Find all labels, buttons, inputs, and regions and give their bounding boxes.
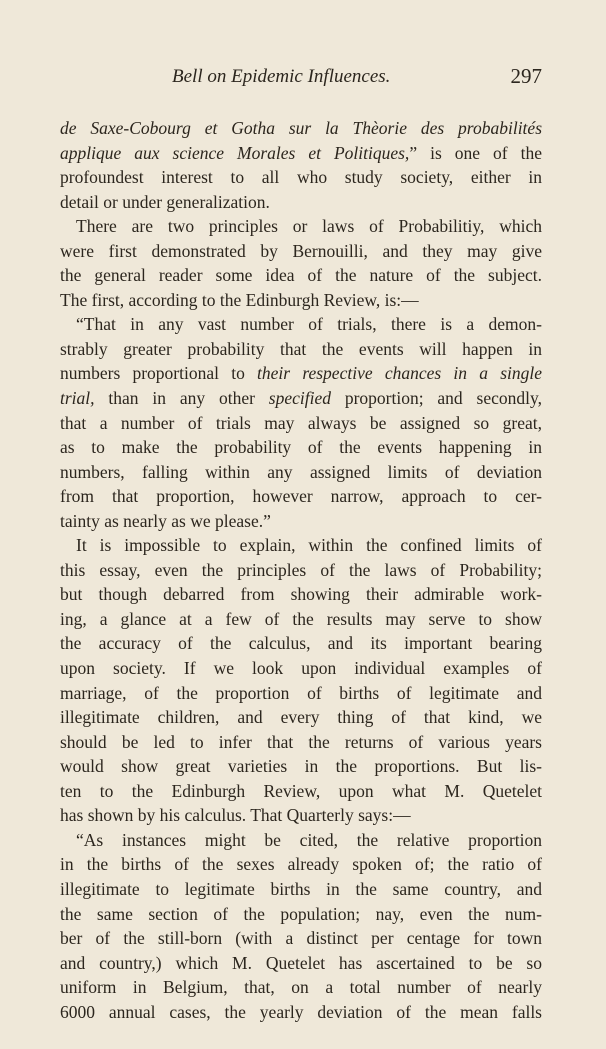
text-line — [60, 926, 542, 951]
text-line — [60, 607, 542, 632]
text-run: ” is one of the — [409, 142, 542, 163]
text-line — [60, 951, 542, 976]
text-run: ten to the Edinburgh Review, upon what M. Quetelet — [60, 780, 542, 801]
text-run: illegitimate children, and every thing of that kind, we — [60, 707, 542, 728]
text-line — [60, 803, 542, 828]
text-run: strably greater probability that the events will happen in — [60, 338, 542, 359]
text-line — [60, 411, 542, 436]
text-run: has shown by his calculus. That Quarterly says:— — [60, 805, 411, 826]
text-run: profoundest interest to all who study society, either in — [60, 167, 542, 188]
text-run: numbers proportional to — [60, 363, 258, 384]
text-line — [60, 509, 542, 534]
text-line — [60, 779, 542, 804]
text-line — [60, 190, 542, 215]
text-line — [60, 975, 542, 1000]
text-run: should be led to infer that the returns of various years — [60, 731, 542, 752]
text-run: upon society. If we look upon individual examples of — [60, 658, 542, 679]
text-run: ber of the still-born (with a distinct per centage for town — [60, 928, 542, 949]
text-line — [60, 214, 542, 239]
text-line — [60, 288, 542, 313]
text-line — [60, 681, 542, 706]
text-line — [60, 730, 542, 755]
text-line — [60, 852, 542, 877]
text-run: There are two principles or laws of Probabilitiy, which — [76, 216, 542, 237]
text-run: illegitimate to legitimate births in the same country, and — [60, 878, 542, 899]
text-line — [60, 263, 542, 288]
text-run: this essay, even the principles of the laws of Probability; — [60, 559, 542, 580]
text-line — [60, 558, 542, 583]
text-line — [60, 877, 542, 902]
text-line — [60, 116, 542, 141]
text-run: from that proportion, however narrow, approach to cer- — [60, 486, 542, 507]
text-line — [60, 533, 542, 558]
italic-text: their respective chances in a single — [257, 363, 542, 384]
text-run: “As instances might be cited, the relative proportion — [76, 829, 542, 850]
text-line — [60, 656, 542, 681]
text-run: in the births of the sexes already spoken of; the ratio of — [60, 854, 542, 875]
text-run: uniform in Belgium, that, on a total number of nearly — [60, 977, 542, 998]
text-line — [60, 386, 542, 411]
text-line — [60, 239, 542, 264]
text-line — [60, 435, 542, 460]
text-run: and country,) which M. Quetelet has ascertained to be so — [60, 952, 542, 973]
text-line — [60, 460, 542, 485]
text-line — [60, 484, 542, 509]
body-text — [60, 116, 542, 1024]
text-run: proportion; and secondly, — [330, 388, 542, 409]
text-run: the same section of the population; nay, even the num- — [60, 903, 542, 924]
text-run: ing, a glance at a few of the results may serve to show — [60, 608, 542, 629]
text-run: The first, according to the Edinburgh Review, is:— — [60, 289, 419, 310]
text-run: than in any other — [94, 388, 269, 409]
page-number: 297 — [510, 64, 542, 88]
text-line — [60, 902, 542, 927]
text-line — [60, 754, 542, 779]
text-run: tainty as nearly as we please.” — [60, 510, 271, 531]
italic-text: de Saxe-Cobourg et Gotha sur la Thèorie des probabilités — [60, 118, 542, 138]
text-line — [60, 141, 542, 166]
italic-text: trial, — [60, 388, 95, 409]
text-run: would show great varieties in the proportions. But lis- — [60, 756, 542, 777]
text-line — [60, 361, 542, 386]
text-line — [60, 828, 542, 853]
text-run: but though debarred from showing their admirable work- — [60, 584, 542, 605]
text-run: It is impossible to explain, within the confined limits of — [76, 535, 542, 556]
italic-text: specified — [268, 388, 331, 409]
text-run: that a number of trials may always be assigned so great, — [60, 412, 542, 433]
page-header — [60, 62, 542, 92]
text-line — [60, 582, 542, 607]
text-run: were first demonstrated by Bernouilli, and they may give — [60, 240, 542, 261]
text-run: numbers, falling within any assigned limits of deviation — [60, 461, 542, 482]
text-line — [60, 705, 542, 730]
text-line — [60, 631, 542, 656]
text-run: the accuracy of the calculus, and its important bearing — [60, 633, 542, 654]
text-line — [60, 337, 542, 362]
text-run: the general reader some idea of the nature of the subject. — [60, 265, 542, 286]
text-line — [60, 1000, 542, 1025]
text-run: “That in any vast number of trials, there is a demon- — [76, 314, 542, 335]
text-line — [60, 165, 542, 190]
text-run: as to make the probability of the events happening in — [60, 437, 542, 458]
text-run: marriage, of the proportion of births of legitimate and — [60, 682, 542, 703]
text-line — [60, 312, 542, 337]
text-run: detail or under generalization. — [60, 191, 270, 212]
italic-text: applique aux science Morales et Politiques, — [60, 142, 410, 163]
running-title: Bell on Epidemic Influences. — [172, 66, 391, 87]
text-run: 6000 annual cases, the yearly deviation of the mean falls — [60, 1001, 542, 1022]
